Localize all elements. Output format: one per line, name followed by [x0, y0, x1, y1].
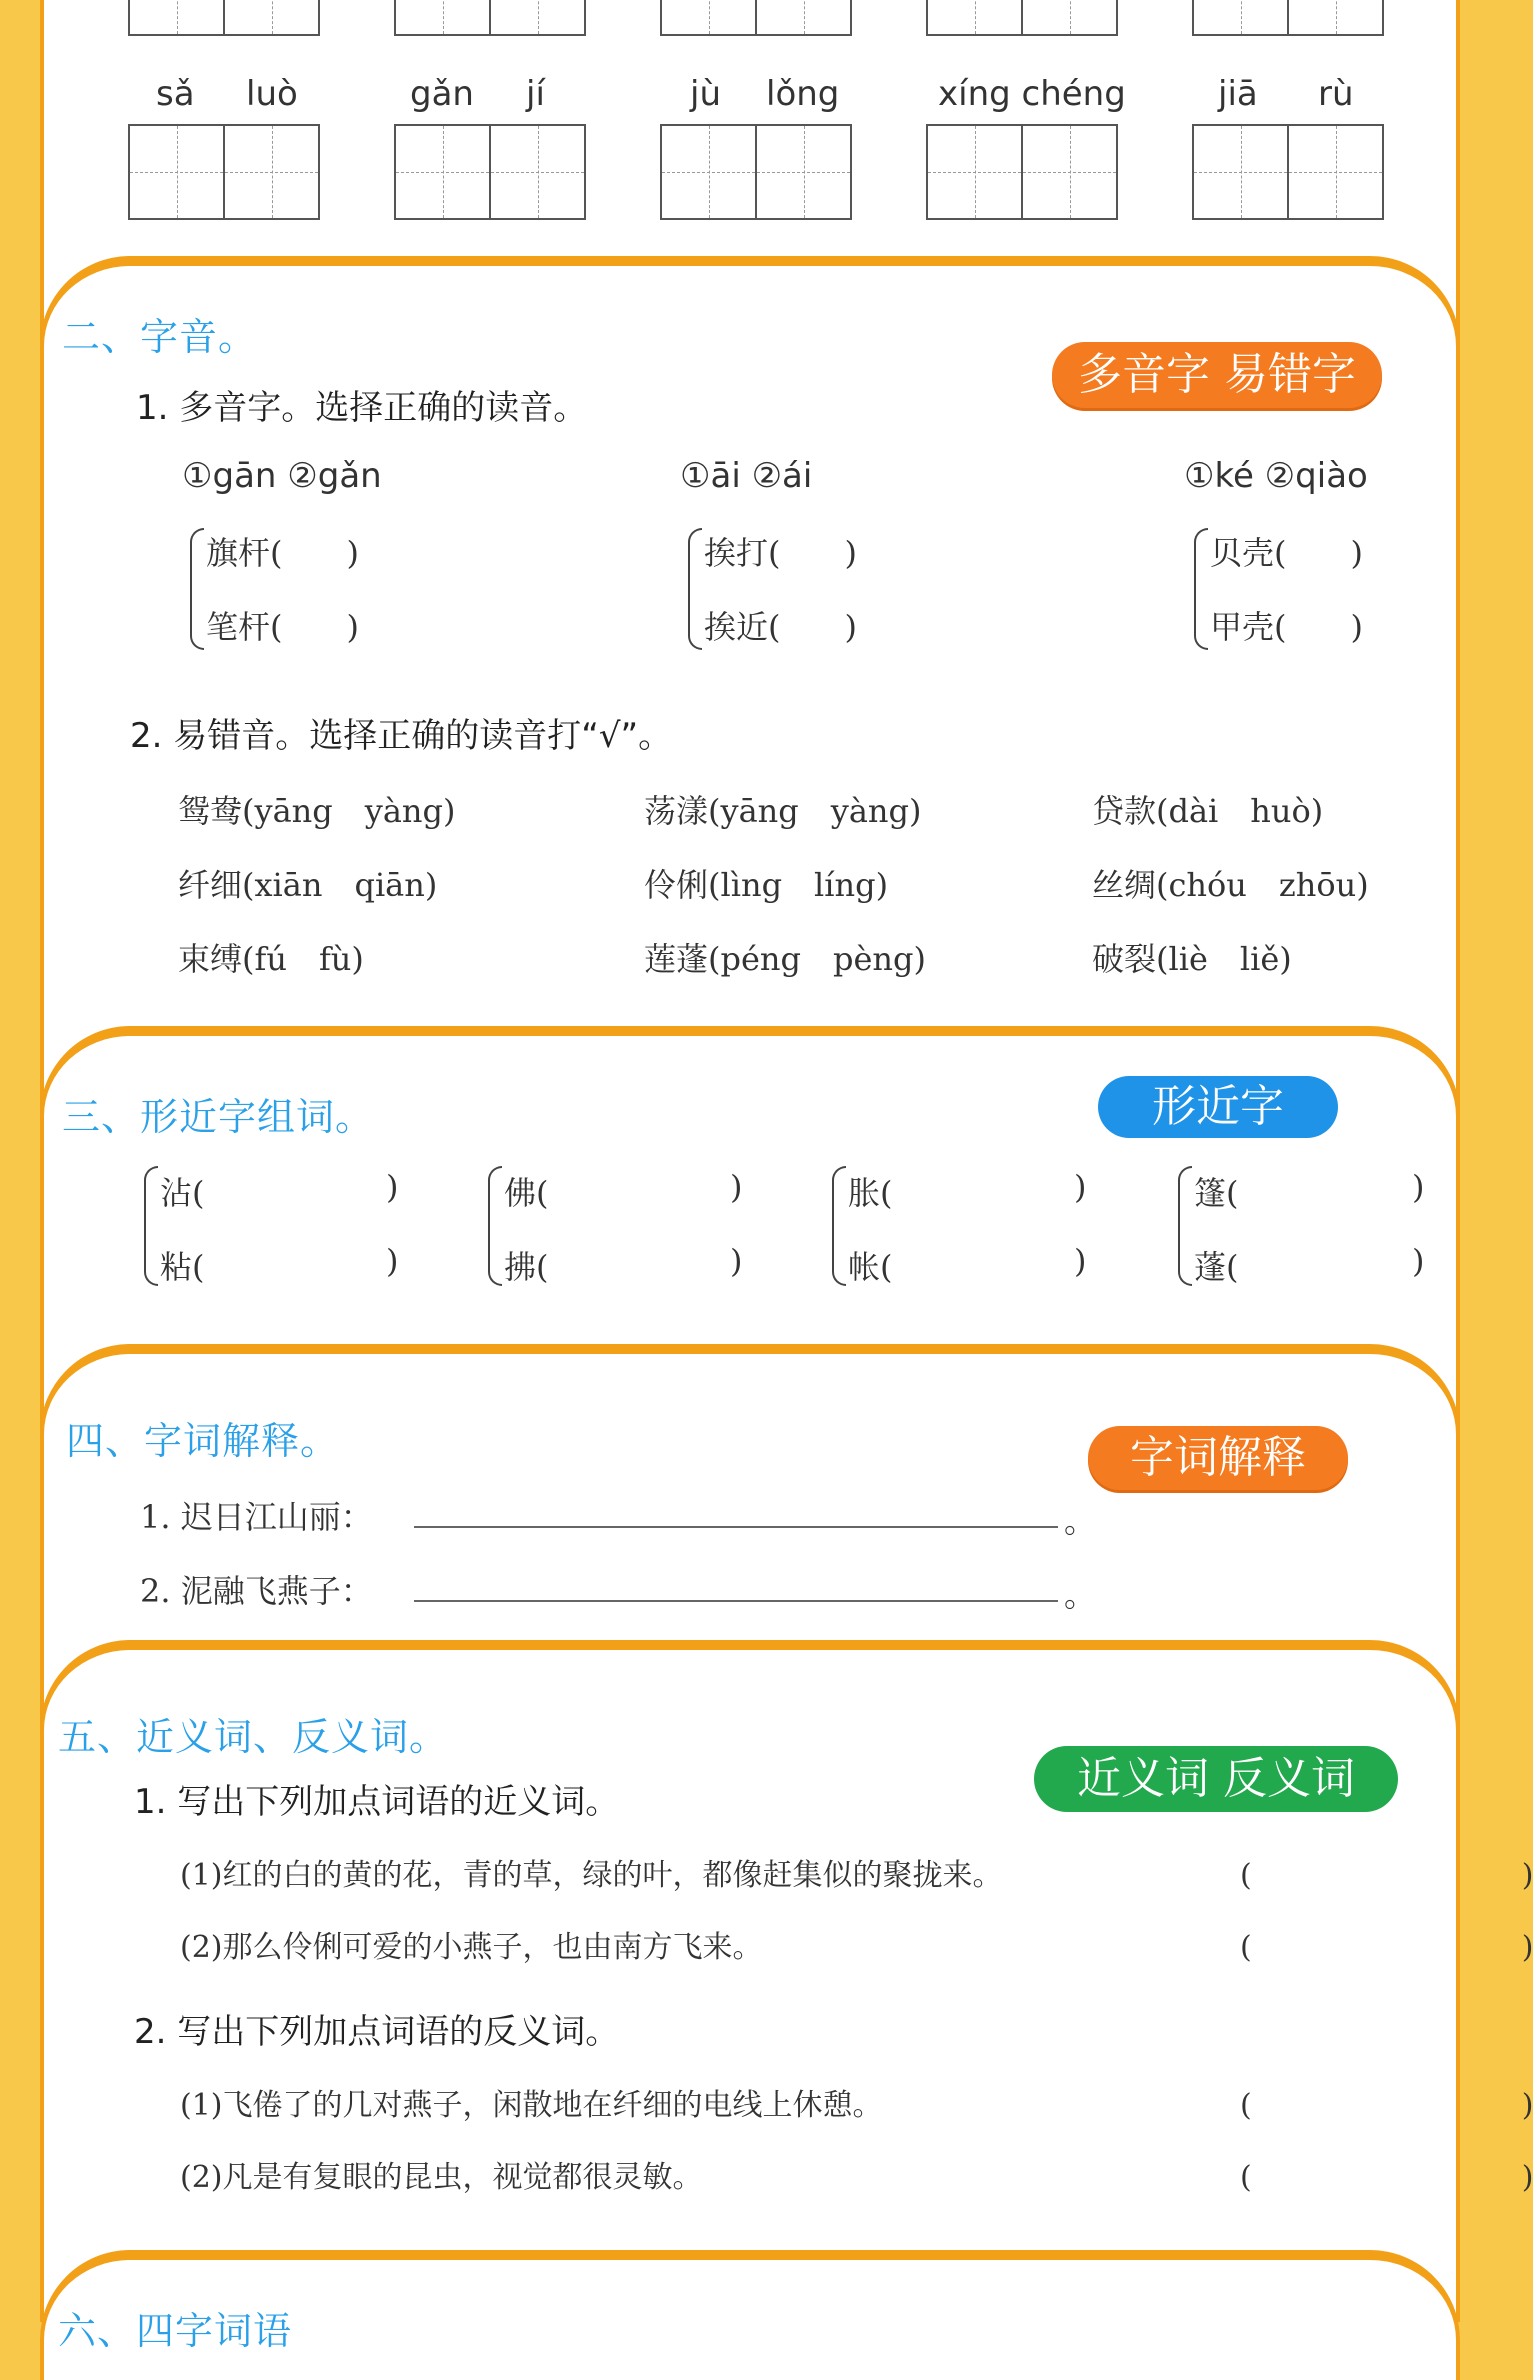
char-blank[interactable]: 帐(	[848, 1248, 893, 1286]
sentence: (1)红的白的黄的花，青的草，绿的叶，都像赶集似的聚拢来。	[180, 1858, 1003, 1893]
pronunciation-item[interactable]: 贷款(dài huò)	[1092, 792, 1324, 830]
writing-grid[interactable]	[660, 124, 852, 220]
section-title: 五、近义词、反义词。	[58, 1715, 449, 1759]
brace	[190, 528, 204, 650]
pronunciation-item[interactable]: 丝绸(chóu zhōu)	[1092, 866, 1369, 904]
writing-grid[interactable]	[128, 0, 320, 36]
char-blank[interactable]: 佛(	[504, 1174, 549, 1212]
question-2: 2. 写出下列加点词语的反义词。	[134, 2012, 620, 2052]
badge-similar: 形近字	[1098, 1076, 1338, 1138]
section-idioms	[40, 2250, 1460, 2380]
word-blank[interactable]: 笔杆( )	[206, 608, 359, 646]
answer-paren[interactable]: ( )	[1240, 2088, 1533, 2123]
pinyin: jù	[690, 74, 721, 114]
pronunciation-item[interactable]: 荡漾(yāng yàng)	[644, 792, 922, 830]
brace	[144, 1166, 158, 1286]
pronunciation-item[interactable]: 破裂(liè liě)	[1092, 940, 1292, 978]
answer-paren[interactable]: ( )	[1240, 1930, 1533, 1965]
word-blank[interactable]: 旗杆( )	[206, 534, 359, 572]
section-title: 四、字词解释。	[66, 1419, 340, 1463]
pinyin: xíng chéng	[938, 74, 1126, 114]
period: 。	[1064, 1502, 1097, 1540]
section-title: 三、形近字组词。	[62, 1095, 375, 1139]
section-pronunciation	[40, 256, 1460, 1026]
answer-paren[interactable]: ( )	[1240, 1858, 1533, 1893]
answer-line[interactable]	[414, 1600, 1058, 1602]
pronunciation-item[interactable]: 莲蓬(péng pèng)	[644, 940, 927, 978]
char-blank[interactable]: 蓬(	[1194, 1248, 1239, 1286]
writing-grid[interactable]	[394, 0, 586, 36]
char-blank[interactable]: 篷(	[1194, 1174, 1239, 1212]
word-blank[interactable]: 贝壳( )	[1210, 534, 1363, 572]
paren-close: )	[386, 1242, 399, 1280]
section-title: 二、字音。	[62, 315, 258, 359]
paren-close: )	[386, 1168, 399, 1206]
explain-item: 1. 迟日江山丽：	[140, 1498, 373, 1536]
pinyin: luò	[246, 74, 298, 114]
pinyin: lǒng	[766, 74, 840, 114]
pronunciation-item[interactable]: 鸳鸯(yāng yàng)	[178, 792, 456, 830]
char-blank[interactable]: 拂(	[504, 1248, 549, 1286]
answer-paren[interactable]: ( )	[1240, 2160, 1533, 2195]
pronunciation-item[interactable]: 束缚(fú fù)	[178, 940, 364, 978]
char-blank[interactable]: 沾(	[160, 1174, 205, 1212]
pinyin: rù	[1318, 74, 1354, 114]
pinyin: sǎ	[156, 74, 195, 114]
writing-grid[interactable]	[926, 0, 1118, 36]
paren-close: )	[1412, 1242, 1425, 1280]
section-similar-chars	[40, 1026, 1460, 1356]
paren-close: )	[1412, 1168, 1425, 1206]
section-explanation	[40, 1344, 1460, 1654]
pinyin: jiā	[1218, 74, 1258, 114]
word-blank[interactable]: 挨近( )	[704, 608, 857, 646]
paren-close: )	[1074, 1242, 1087, 1280]
badge-polyphone: 多音字 易错字	[1052, 342, 1382, 408]
badge-explain: 字词解释	[1088, 1426, 1348, 1490]
pinyin: jí	[526, 74, 545, 114]
explain-item: 2. 泥融飞燕子：	[140, 1572, 373, 1610]
paren-close: )	[730, 1168, 743, 1206]
paren-close: )	[730, 1242, 743, 1280]
brace	[488, 1166, 502, 1286]
writing-grid[interactable]	[1192, 124, 1384, 220]
answer-line[interactable]	[414, 1526, 1058, 1528]
brace	[1178, 1166, 1192, 1286]
question-1: 1. 写出下列加点词语的近义词。	[134, 1782, 620, 1822]
section-title: 六、四字词语	[58, 2309, 293, 2353]
pronunciation-item[interactable]: 伶俐(lìng líng)	[644, 866, 889, 904]
sentence: (2)那么伶俐可爱的小燕子，也由南方飞来。	[180, 1930, 763, 1965]
period: 。	[1064, 1576, 1097, 1614]
char-blank[interactable]: 粘(	[160, 1248, 205, 1286]
section-synonym-antonym	[40, 1640, 1533, 2250]
brace	[832, 1166, 846, 1286]
pronunciation-item[interactable]: 纤细(xiān qiān)	[178, 866, 438, 904]
question-2: 2. 易错音。选择正确的读音打“√”。	[130, 716, 673, 756]
writing-grid[interactable]	[1192, 0, 1384, 36]
sentence: (2)凡是有复眼的昆虫，视觉都很灵敏。	[180, 2160, 703, 2195]
writing-grid[interactable]	[660, 0, 852, 36]
options: ①gān ②gǎn	[182, 456, 382, 496]
question-1: 1. 多音字。选择正确的读音。	[136, 388, 588, 428]
brace	[688, 528, 702, 650]
paren-close: )	[1074, 1168, 1087, 1206]
writing-grid[interactable]	[128, 124, 320, 220]
writing-grid[interactable]	[394, 124, 586, 220]
badge-synonym: 近义词 反义词	[1034, 1746, 1398, 1812]
word-blank[interactable]: 甲壳( )	[1210, 608, 1363, 646]
char-blank[interactable]: 胀(	[848, 1174, 893, 1212]
brace	[1194, 528, 1208, 650]
word-blank[interactable]: 挨打( )	[704, 534, 857, 572]
options: ①ké ②qiào	[1184, 456, 1368, 496]
pinyin: gǎn	[410, 74, 474, 114]
writing-grid[interactable]	[926, 124, 1118, 220]
options: ①āi ②ái	[680, 456, 813, 496]
sentence: (1)飞倦了的几对燕子，闲散地在纤细的电线上休憩。	[180, 2088, 883, 2123]
